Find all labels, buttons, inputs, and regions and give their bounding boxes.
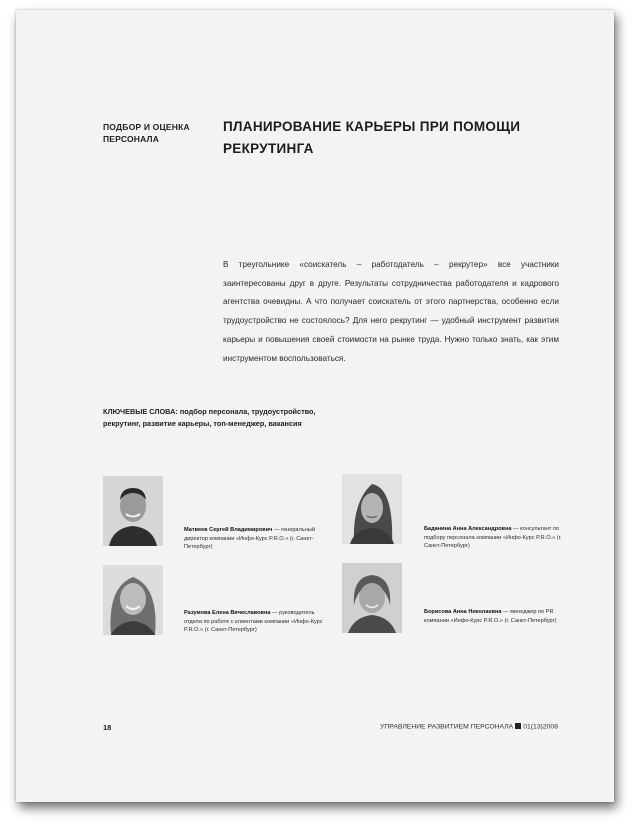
section-label-line-1: ПОДБОР И ОЦЕНКА [103, 122, 190, 132]
square-separator-icon [515, 723, 521, 729]
keywords [103, 406, 339, 430]
author-name: Матвеев Сергей Владимирович [184, 527, 273, 533]
author-name: Баданина Анна Александровна [424, 526, 512, 532]
article-title [223, 116, 583, 160]
author-photo-matveev [103, 476, 163, 546]
keywords-label: КЛЮЧЕВЫЕ СЛОВА: [103, 407, 178, 416]
author-name: Борисова Анна Николаевна [424, 609, 502, 615]
author-caption-razumova [184, 609, 324, 635]
author-description: — менеджер по PR компании «Инфо-Курс P.R.O.» (г. Санкт-Петербург) [424, 609, 557, 624]
magazine-name: УПРАВЛЕНИЕ РАЗВИТИЕМ ПЕРСОНАЛА [380, 723, 514, 731]
section-label-line-2: ПЕРСОНАЛА [103, 134, 160, 144]
issue-number: 01(13)2008 [523, 723, 558, 731]
author-photo-badanina [342, 474, 402, 544]
author-photo-borisova [342, 563, 402, 633]
author-description: — генеральный директор компании «Инфо-Курс P.R.O.» (г. Санкт-Петербург) [184, 527, 315, 551]
page-number: 18 [103, 723, 112, 732]
article-lead: В треугольнике «соискатель – работодатель – рекрутер» все участники заинтересованы друг в друге. Результаты сотрудничества работодателя и кадрового агентства очевидны. А что получает соискатель от этого партнерства, особенно если трудоустройство не состоялось? Для него рекрутинг — удобный инструмент развития карьеры и повышения своей стоимости на рынке труда. Нужно только знать, как этим инструментом воспользоваться. [223, 260, 559, 363]
keywords-text: подбор персонала, трудоустройство, рекрутинг, развитие карьеры, топ-менеджер, вакансия [103, 407, 316, 428]
author-description: — консультант по подбору персонала компании «Инфо-Курс P.R.O.» (г. Санкт-Петербург) [424, 526, 562, 550]
article-title-line-1: ПЛАНИРОВАНИЕ КАРЬЕРЫ ПРИ ПОМОЩИ [223, 119, 521, 134]
author-caption-borisova [424, 608, 564, 625]
author-description: — руководитель отдела по работе с клиентами компании «Инфо-Курс P.R.O.» (г. Санкт-Петербург) [184, 610, 323, 634]
magazine-page [16, 10, 614, 802]
author-photo-razumova [103, 565, 163, 635]
author-name: Разумова Елена Вячеславовна [184, 610, 271, 616]
author-caption-matveev [184, 526, 324, 552]
section-label [103, 121, 190, 145]
running-footer [380, 723, 558, 731]
article-title-line-2: РЕКРУТИНГА [223, 141, 314, 156]
author-caption-badanina [424, 525, 564, 551]
